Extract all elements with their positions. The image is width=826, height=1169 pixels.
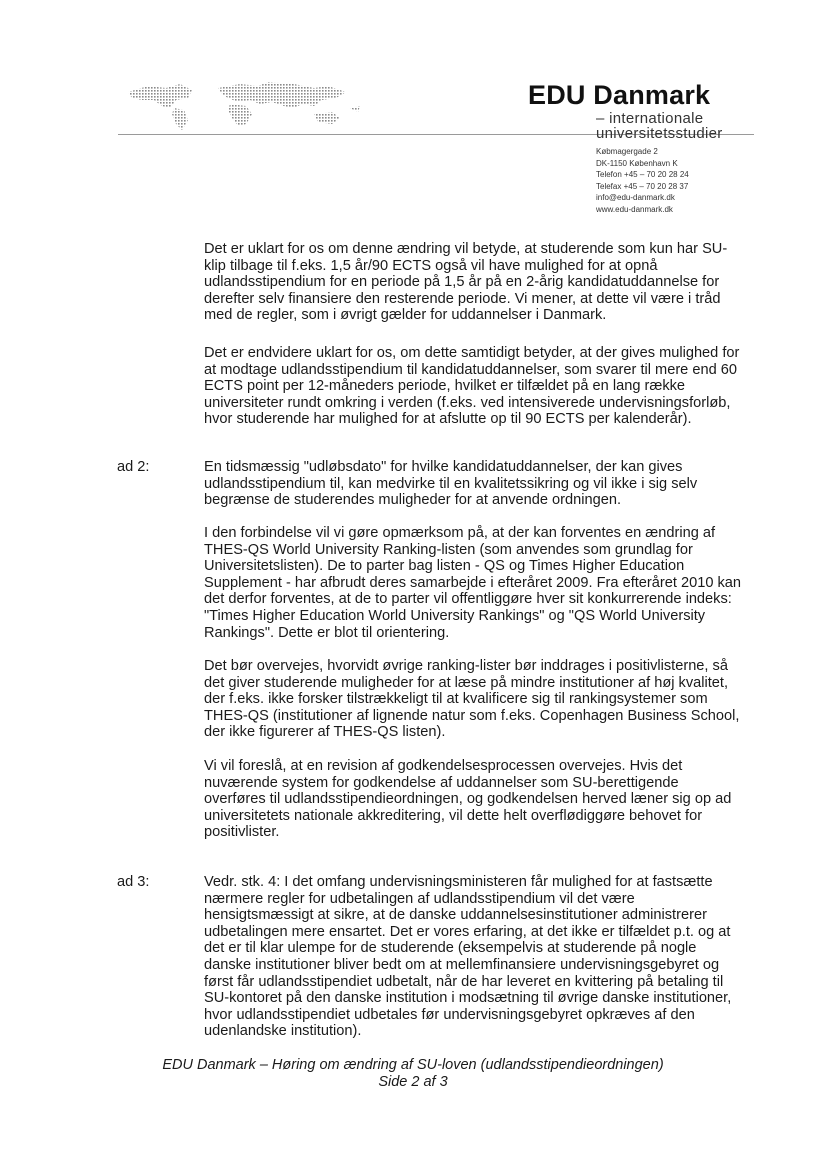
- brand-subtitle-line2: universitetsstudier: [596, 125, 723, 142]
- page-number: Side 2 af 3: [378, 1074, 448, 1090]
- world-map-logo: [118, 78, 368, 134]
- footer-title: EDU Danmark – Høring om ændring af SU-loven (udlandsstipendieordningen): [162, 1057, 664, 1073]
- contact-address: Købmagergade 2: [596, 147, 658, 156]
- ad3-paragraph-1: Vedr. stk. 4: I det omfang undervisningsministeren får mulighed for at fastsætte nærmere regler for udbetalingen af udlandsstipendium vil det være hensigtsmæssigt at sikre, at de danske uddannelsesinstitutioner administrerer udbetalingen mere ensartet. Det er vores erfaring, at det ikke er tilfældet p.t. og at det er til klar ulempe for de studerende (eksempelvis at studerende på nogle danske institutioner bliver bedt om at mellemfinansiere undervisningsgebyret og først får udlandsstipendiet udbetalt, når de har leveret en kvittering på betaling til SU-kontoret på den danske institution i modsætning til øvrige danske institutioner, hvor udlandsstipendiet udbetales før undervisningsgebyret opkræves af den udenlandske institution).: [204, 874, 732, 1040]
- contact-city: DK-1150 København K: [596, 158, 678, 168]
- contact-email: info@edu-danmark.dk: [596, 193, 675, 203]
- ad2-paragraph-1: En tidsmæssig "udløbsdato" for hvilke kandidatuddannelser, der kan gives udlandsstipendium til, kan medvirke til en kvalitetssikring og vil ikke i sig selv begrænse de studerendes muligheder for at anvende ordningen.: [204, 459, 698, 509]
- contact-block: [596, 146, 689, 216]
- intro-paragraph-1: Det er uklart for os om denne ændring vil betyde, at studerende som kun har SU-klip tilbage til f.eks. 1,5 år/90 ECTS også vil have mulighed for at opnå udlandsstipendium for en periode på 1,5 år på en 2-årig kandidatuddannelse for derefter selv finansiere den resterende periode. Vi mener, at dette vil være i tråd med de regler, som i øvrigt gælder for uddannelser i Danmark.: [204, 241, 728, 324]
- contact-fax: Telefax +45 – 70 20 28 37: [596, 181, 689, 191]
- brand-title: EDU Danmark: [528, 80, 711, 110]
- brand-subtitle-line1: – internationale: [596, 110, 704, 127]
- ad2-paragraph-2: I den forbindelse vil vi gøre opmærksom på, at der kan forventes en ændring af THES-QS World University Ranking-listen (som anvendes som grundlag for Universitetslisten). De to parter bag listen - QS og Times Higher Education Supplement - har afbrudt deres samarbejde i efteråret 2009. Fra efteråret 2010 kan det derfor forventes, at de to parter vil offentliggøre hver sit konkurrerende indeks: "Times Higher Education World University Rankings" og "QS World University Rankings". Dette er blot til orientering.: [204, 525, 742, 641]
- section-label-ad3: ad 3:: [117, 874, 150, 890]
- section-label-ad2: ad 2:: [117, 459, 150, 475]
- intro-paragraph-2: Det er endvidere uklart for os, om dette samtidigt betyder, at der gives mulighed for at modtage udlandsstipendium til kandidatuddannelser, som svarer til mere end 60 ECTS point per 12-måneders periode, hvilket er tilfældet på en lang række universiteter rundt omkring i verden (f.eks. ved intensiverede undervisningsforløb, hvor studerende har mulighed for at afslutte op til 90 ECTS per kalenderår).: [204, 345, 740, 428]
- contact-phone: Telefon +45 – 70 20 28 24: [596, 170, 689, 180]
- ad2-paragraph-3: Det bør overvejes, hvorvidt øvrige ranking-lister bør inddrages i positivlisterne, så det giver studerende muligheder for at læse på mindre institutioner af høj kvalitet, der f.eks. ikke forsker tilstrækkeligt til at kvalificere sig til rankingsystemer som THES-QS (institutioner af lignende natur som f.eks. Copenhagen Business School, der ikke figurerer af THES-QS listen).: [204, 658, 740, 741]
- ad2-paragraph-4: Vi vil foreslå, at en revision af godkendelsesprocessen overvejes. Hvis det nuværende system for godkendelse af uddannelser som SU-berettigende overføres til udlandsstipendieordningen, og godkendelsen herved læner sig op ad universitetets nationale akkreditering, vil dette helt overflødiggøre behovet for positivlister.: [204, 758, 732, 841]
- contact-website: www.edu-danmark.dk: [596, 204, 673, 214]
